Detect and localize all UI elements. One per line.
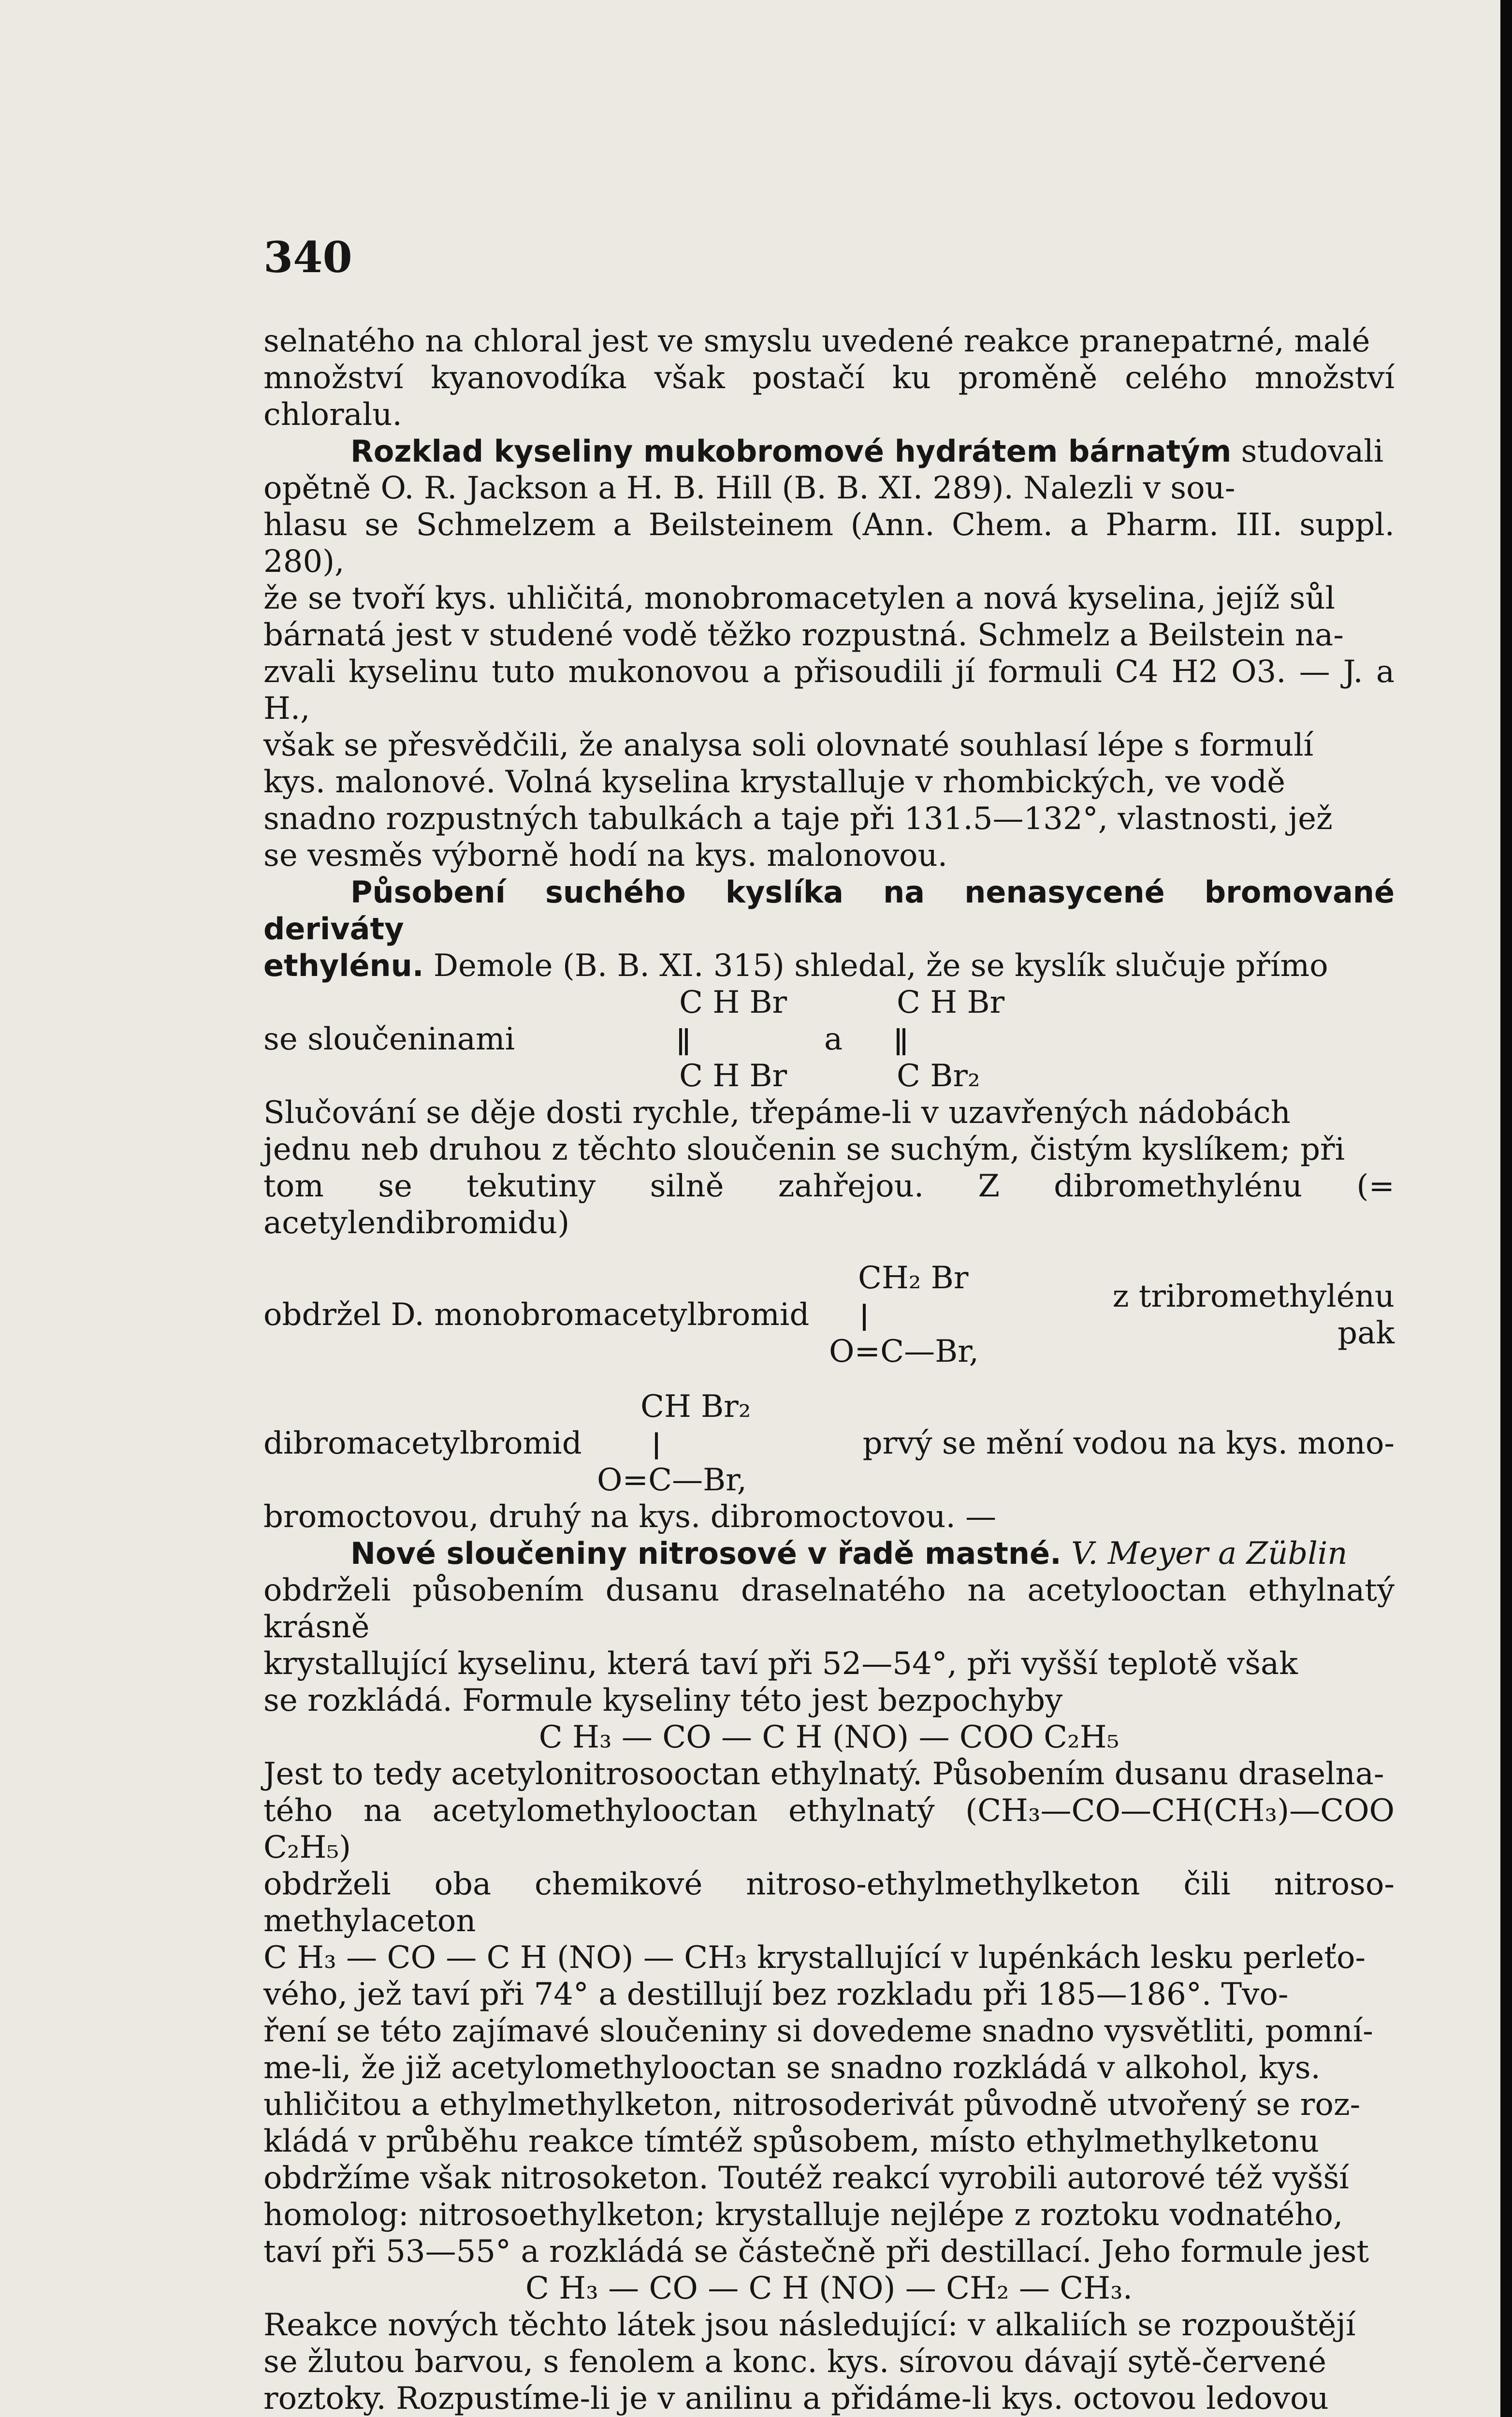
text-line: prvý se mění vodou na kys. mono- <box>862 1426 1395 1461</box>
text-line: obdržíme však nitrosoketon. Toutéž reakcí vyrobili autorové též vyšší <box>263 2160 1349 2196</box>
text-line: me-li, že již acetylomethylooctan se snadno rozkládá v alkohol, kys. <box>263 2050 1321 2086</box>
single-bond <box>863 1304 866 1331</box>
text-line: zvali kyselinu tuto mukonovou a přisoudili jí formuli C4 H2 O3. — J. a H., <box>263 654 1395 727</box>
single-bond <box>655 1432 658 1459</box>
double-bond <box>897 1028 905 1055</box>
text-line: krystallující kyselinu, která taví při 52—54°, při vyšší teplotě však <box>263 1646 1298 1682</box>
text-line: z tribromethylénu pak <box>1112 1279 1395 1351</box>
text-line: homolog: nitrosoethylketon; krystalluje nejlépe z roztoku vodnatého, <box>263 2197 1343 2233</box>
text-line: opětně O. R. Jackson a H. B. Hill (B. B. XI. 289). Nalezli v sou- <box>263 470 1236 506</box>
text-line: však se přesvědčili, že analysa soli olovnaté souhlasí lépe s formulí <box>263 728 1314 763</box>
text-line: selnatého na chloral jest ve smyslu uvedené reakce pranepatrné, malé <box>263 323 1370 359</box>
text-line: Slučování se děje dosti rychle, třepáme-li v uzavřených nádobách <box>263 1095 1291 1131</box>
text-line: kládá v průběhu reakce tímtéž spůsobem, místo ethylmethylketonu <box>263 2124 1319 2159</box>
text-line: C H₃ — CO — C H (NO) — CH₃ krystallující v lupénkách lesku perleťo- <box>263 1940 1366 1976</box>
text-line: jednu neb druhou z těchto sloučenin se suchým, čistým kyslíkem; při <box>263 1132 1345 1167</box>
formula-bottom: O=C—Br, <box>829 1334 979 1369</box>
text-line: množství kyanovodíka však postačí ku proměně celého množství chloralu. <box>263 360 1395 433</box>
monobromacetylbromid-formula <box>263 1241 1395 1388</box>
dibromethylene-formula: C H Br C H Br <box>679 985 787 1094</box>
section-heading-cont: ethylénu. <box>263 948 424 983</box>
text-line: že se tvoří kys. uhličitá, monobromacetylen a nová kyselina, jejíž sůl <box>263 581 1336 616</box>
text-line: se sloučeninami <box>263 1021 515 1057</box>
text-line: snadno rozpustných tabulkách a taje při 131.5—132°, vlastnosti, jež <box>263 801 1333 837</box>
text-line: Demole (B. B. XI. 315) shledal, že se kyslík slučuje přímo <box>423 948 1328 984</box>
formula-conjunction: a <box>824 1021 843 1057</box>
text-line: uhličitou a ethylmethylketon, nitrosoderivát původně utvořený se roz- <box>263 2087 1361 2123</box>
scan-edge <box>1500 0 1512 2417</box>
text-line: vého, jež taví při 74° a destillují bez rozkladu při 185—186°. Tvo- <box>263 1977 1289 2012</box>
section-heading: Působení suchého kyslíka na nenasycené bromované deriváty <box>263 874 1395 946</box>
text-line: se rozkládá. Formule kyseliny této jest bezpochyby <box>263 1683 1063 1718</box>
ethylene-bromides-formulas <box>263 984 1395 1094</box>
paragraph-kyslik <box>263 874 1395 1535</box>
text-line: obdržel D. monobromacetylbromid <box>263 1297 810 1333</box>
double-bond <box>679 1028 688 1055</box>
paragraph-chloral <box>263 323 1395 433</box>
formula-bottom: O=C—Br, <box>597 1462 747 1498</box>
text-line: obdrželi působením dusanu draselnatého na acetylooctan ethylnatý krásně <box>263 1573 1395 1645</box>
page-body <box>263 323 1395 2417</box>
text-line: Reakce nových těchto látek jsou následující: v alkaliích se rozpouštějí <box>263 2307 1356 2343</box>
text-line: ření se této zajímavé sloučeniny si dovedeme snadno vysvětliti, pomní- <box>263 2013 1373 2049</box>
formula-top: CH₂ Br <box>858 1260 969 1296</box>
paragraph-nitrosove <box>263 1535 1395 2417</box>
paragraph-mukobromova <box>263 433 1395 874</box>
text-line: se žlutou barvou, s fenolem a konc. kys. sírovou dávají sytě-červené <box>263 2344 1326 2380</box>
text-line: dibromacetylbromid <box>263 1426 582 1461</box>
text-line: Jest to tedy acetylonitrosooctan ethylnatý. Působením dusanu draselna- <box>263 1756 1384 1792</box>
section-heading: Rozklad kyseliny mukobromové hydrátem bárnatým <box>350 434 1232 469</box>
text-line: tého na acetylomethylooctan ethylnatý (CH₃—CO—CH(CH₃)—COO C₂H₅) <box>263 1793 1395 1865</box>
text-line: bárnatá jest v studené vodě těžko rozpustná. Schmelz a Beilstein na- <box>263 617 1344 653</box>
page-number: 340 <box>263 232 352 282</box>
dibromacetylbromid-formula <box>263 1388 1395 1499</box>
text-line: obdrželi oba chemikové nitroso-ethylmethylketon čili nitroso-methylaceton <box>263 1866 1395 1939</box>
authors: V. Meyer a Züblin <box>1061 1536 1348 1572</box>
text-line: bromoctovou, druhý na kys. dibromoctovou. — <box>263 1499 997 1535</box>
text-line: studovali <box>1231 434 1384 469</box>
tribromethylene-formula: C H Br C Br₂ <box>897 985 1005 1094</box>
text-line: se vesměs výborně hodí na kys. malonovou. <box>263 838 948 874</box>
text-line: kys. malonové. Volná kyselina krystalluje v rhombických, ve vodě <box>263 764 1286 800</box>
formula-top: CH Br₂ <box>640 1389 751 1425</box>
section-heading: Nové sloučeniny nitrosové v řadě mastné. <box>350 1536 1061 1571</box>
formula-line: C H₃ — CO — C H (NO) — CH₂ — CH₃. <box>525 2271 1133 2306</box>
text-line: tom se tekutiny silně zahřejou. Z dibromethylénu (= acetylendibromidu) <box>263 1168 1395 1241</box>
formula-line: C H₃ — CO — C H (NO) — COO C₂H₅ <box>538 1719 1119 1755</box>
text-line: roztoky. Rozpustíme-li je v anilinu a přidáme-li kys. octovou ledovou <box>263 2381 1329 2417</box>
text-line: taví při 53—55° a rozkládá se částečně při destillací. Jeho formule jest <box>263 2234 1369 2270</box>
text-line: hlasu se Schmelzem a Beilsteinem (Ann. Chem. a Pharm. III. suppl. 280), <box>263 507 1395 580</box>
